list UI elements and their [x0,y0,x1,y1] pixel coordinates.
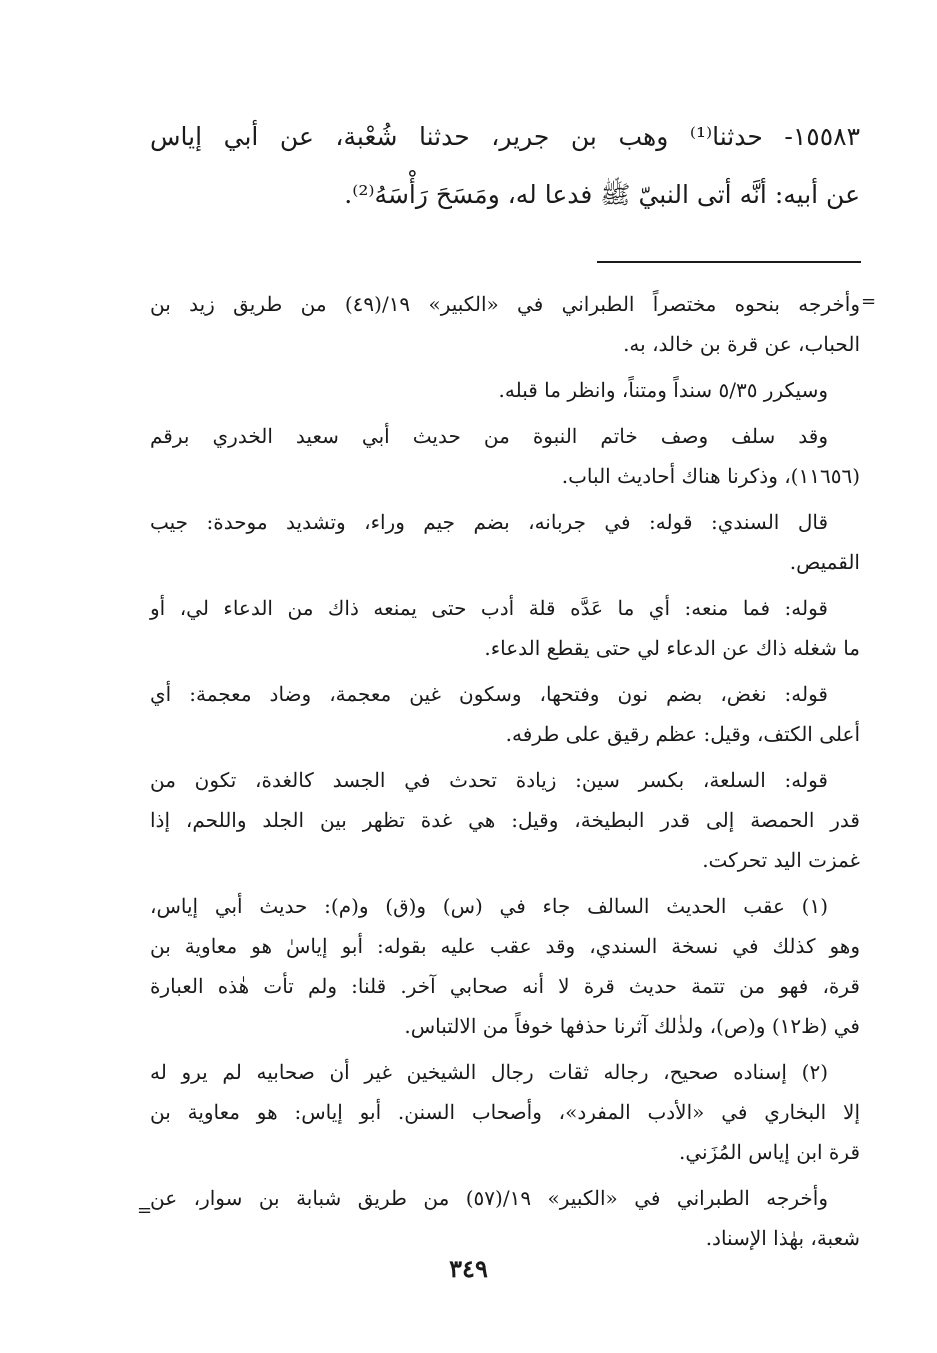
footnote-paragraph [150,502,860,582]
footnote-line: أعلى الكتف، وقيل: عظم رقيق على طرفه. [505,722,860,746]
footnote-line: (١١٦٥٦)، وذكرنا هناك أحاديث الباب. [561,464,860,488]
footnote-line: قوله: السلعة، بكسر سين: زيادة تحدث في الجسد كالغدة، تكون من [150,768,828,792]
footnote-line: وأخرجه بنحوه مختصراً الطبراني في «الكبير» ١٩/(٤٩) من طريق زيد بن [150,292,860,316]
footnote-line: قرة، فهو من تتمة حديث قرة لا أنه صحابي آخر. قلنا: ولم تأت هٰذه العبارة [150,974,860,998]
footnote-paragraph [150,1178,860,1258]
footnote-line: (٢) إسناده صحيح، رجاله ثقات رجال الشيخين غير أن صحابيه لم يرو له [150,1060,828,1084]
hadith-text [150,108,860,224]
footnote-line: قرة ابن إياس المُزَني. [679,1140,860,1164]
footnote-line: قوله: فما منعه: أي ما عَدَّه قلة أدب حتى يمنعه ذاك من الدعاء لي، أو [150,596,828,620]
continuation-marker-top: = [861,291,877,312]
footnote-paragraph [150,370,860,410]
footnotes [150,284,860,1264]
hadith-line-2: عن أبيه: أنَّه أتى النبيّ ﷺ فدعا له، ومَسَحَ رَأْسَهُ⁽²⁾. [344,180,860,209]
footnote-line: وأخرجه الطبراني في «الكبير» ١٩/(٥٧) من طريق شبابة بن سوار، عن [150,1186,828,1210]
footnote-line: غمزت اليد تحركت. [702,848,860,872]
footnote-line: إلا البخاري في «الأدب المفرد»، وأصحاب السنن. أبو إياس: هو معاوية بن [150,1100,860,1124]
page-number: ٣٤٩ [449,1254,488,1283]
footnote-line: القميص. [789,550,860,574]
footnote-line: وهو كذلك في نسخة السندي، وقد عقب عليه بقوله: أبو إياسٰ هو معاوية بن [150,934,860,958]
footnote-separator [597,261,861,263]
footnote-line: قوله: نغض، بضم نون وفتحها، وسكون غين معجمة، وضاد معجمة: أي [150,682,828,706]
footnote-paragraph [150,760,860,880]
footnote-line: وسيكرر ٥/٣٥ سنداً ومتناً، وانظر ما قبله. [498,378,828,402]
hadith-line-1: ١٥٥٨٣- حدثنا⁽¹⁾ وهب بن جرير، حدثنا شُعْبة، عن أبي إياس [150,122,860,151]
footnote-line: (١) عقب الحديث السالف جاء في (س) و(ق) و(م): حديث أبي إياس، [150,894,828,918]
footnote-line: في (ظ١٢) و(ص)، ولذٰلك آثرنا حذفها خوفاً من الالتباس. [404,1014,860,1038]
footnote-paragraph [150,416,860,496]
footnote-line: ما شغله ذاك عن الدعاء لي حتى يقطع الدعاء. [484,636,860,660]
continuation-marker-bottom: = [137,1200,153,1221]
footnote-line: قدر الحمصة إلى قدر البطيخة، وقيل: هي غدة تظهر بين الجلد واللحم، إذا [150,808,860,832]
footnote-paragraph [150,674,860,754]
footnote-paragraph [150,588,860,668]
footnote-line: شعبة، بهٰذا الإسناد. [705,1226,860,1250]
footnote-2 [150,1052,860,1172]
footnote-line: وقد سلف وصف خاتم النبوة من حديث أبي سعيد الخدري برقم [150,424,828,448]
footnote-paragraph [150,284,860,364]
footnote-line: قال السندي: قوله: في جربانه، بضم جيم وراء، وتشديد موحدة: جيب [150,510,828,534]
footnote-1 [150,886,860,1046]
footnote-line: الحباب، عن قرة بن خالد، به. [623,332,860,356]
